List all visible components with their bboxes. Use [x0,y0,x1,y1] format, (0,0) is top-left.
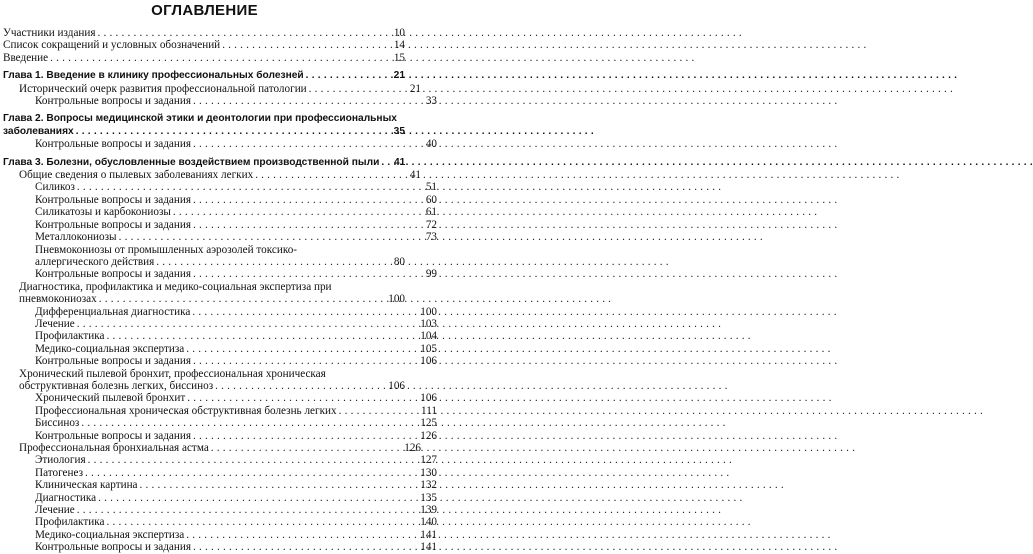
toc-entry-title: Контрольные вопросы и задания [35,218,191,231]
toc-chapter-entry[interactable] [3,157,405,169]
toc-entry-title-line: Хронический пылевой бронхит, профессиональная хроническая [19,367,326,380]
toc-page-number: 111 [421,404,437,417]
toc-entry[interactable] [3,454,437,466]
toc-entry[interactable] [3,343,437,355]
toc-entry[interactable] [3,479,437,491]
toc-entry-title: Контрольные вопросы и задания [35,268,191,281]
toc-entry-title: Профилактика [35,516,105,529]
toc-page-number: 100 [420,305,437,318]
toc-entry[interactable] [3,541,437,553]
dot-leader [81,417,418,429]
dot-leader [106,516,418,528]
toc-chapter-entry[interactable] [3,70,405,82]
toc-chapter-entry[interactable] [3,113,405,138]
toc-page-number: 130 [420,466,437,479]
toc-entry[interactable] [3,169,421,181]
toc-entry[interactable] [3,492,437,504]
toc-page-number: 35 [393,125,405,137]
toc-entry[interactable] [3,27,405,39]
toc-entry-title: обструктивная болезнь легких, биссиноз [19,379,214,392]
toc-entry-title: Контрольные вопросы и задания [35,355,191,368]
toc-page-number: 127 [420,454,437,467]
toc-page-number: 33 [425,95,437,108]
toc-page-number: 21 [409,82,421,95]
toc-entry-title: Дифференциальная диагностика [35,305,191,318]
toc-page-number: 132 [420,479,437,492]
dot-leader [193,194,419,206]
toc-entry[interactable] [3,181,437,193]
toc-page-number: 51 [425,181,437,194]
dot-leader [306,70,387,82]
toc-entry-title: Глава 3. Болезни, обусловленные воздействием производственной пыли [3,156,380,168]
dot-leader [140,479,419,491]
toc-entry[interactable] [3,467,437,479]
toc-page-number: 80 [393,255,405,268]
toc-entry-title: Диагностика [35,491,97,504]
dot-leader [255,169,403,181]
dot-leader [85,467,418,479]
dot-leader [193,430,418,442]
dot-leader [193,268,419,280]
dot-leader [215,380,386,392]
dot-leader [77,181,419,193]
dot-leader [309,83,403,95]
toc-entry-title: Участники издания [3,27,96,39]
dot-leader [98,492,418,504]
toc-entry-title: Силикатозы и карбокониозы [35,206,171,219]
toc-entry-title: Профессиональная хроническая обструктивная болезнь легких [35,404,337,417]
toc-entry-title: Контрольные вопросы и задания [35,138,191,151]
toc-entry[interactable] [3,529,437,541]
toc-entry-title: Профилактика [35,330,105,343]
toc-entry[interactable] [3,206,437,218]
toc-page-number: 141 [420,528,437,541]
dot-leader [193,541,418,553]
dot-leader [193,95,419,107]
dot-leader [99,293,387,305]
toc-entry-title: пневмокониозах [19,293,97,306]
toc-entry-title: Медико-социальная экспертиза [35,342,185,355]
toc-entry-title: Контрольные вопросы и задания [35,95,191,108]
toc-entry[interactable] [3,430,437,442]
dot-leader [193,219,419,231]
dot-leader [193,355,418,367]
dot-leader [173,206,419,218]
toc-page-number: 40 [425,138,437,151]
toc-entry-title: Металлокониозы [35,231,117,244]
toc-entry[interactable] [3,405,437,417]
toc-page-number: 14 [393,39,405,52]
toc-page-number: 73 [425,231,437,244]
toc-entry-title: Профессиональная бронхиальная астма [19,442,209,454]
toc-entry-title: Контрольные вопросы и задания [35,541,191,554]
dot-leader [76,126,387,138]
toc-entry-title: Хронический пылевой бронхит [35,392,186,405]
toc-page-number: 15 [393,51,405,64]
toc-page-number: 140 [420,516,437,529]
toc-page-number: 60 [425,193,437,206]
toc-page-number: 141 [420,541,437,554]
toc-page-number: 104 [420,330,437,343]
toc-entry[interactable] [3,306,437,318]
toc-entry-title-line: Пневмокониозы от промышленных аэрозолей токсико- [35,243,298,256]
toc-page-number: 126 [420,429,437,442]
toc-entry[interactable] [3,392,437,404]
dot-leader [77,318,418,330]
toc-page-number: 10 [393,27,405,39]
toc-page-number: 72 [425,218,437,231]
toc-entry-title: Контрольные вопросы и задания [35,429,191,442]
toc-entry-title: Этиология [35,454,86,467]
toc-entry-title: Патогенез [35,466,84,479]
dot-leader [119,231,419,243]
toc-page-number: 41 [394,156,406,168]
toc-entry-title: Силикоз [35,181,75,194]
toc-page-number: 100 [388,293,405,306]
toc-page-number: 61 [425,206,437,219]
dot-leader [88,454,419,466]
toc-entry-title: Биссиноз [35,417,80,430]
toc-page-number: 135 [420,491,437,504]
toc-entry-title: Глава 1. Введение в клинику профессиональных болезней [3,70,304,82]
toc-entry[interactable] [3,194,437,206]
toc-entry[interactable] [3,368,405,393]
dot-leader [381,157,387,169]
toc-entry-title-line: Диагностика, профилактика и медико-социальная экспертиза при [19,280,332,293]
toc-entry-title: аллергического действия [35,255,155,268]
toc-page-number: 125 [420,417,437,430]
toc-entry[interactable] [3,219,437,231]
dot-leader [339,405,419,417]
toc-entry[interactable] [3,95,437,107]
dot-leader [222,39,387,51]
page-title: ОГЛАВЛЕНИЕ [151,2,258,19]
toc-page-number: 21 [393,70,405,82]
dot-leader [211,442,402,454]
toc-entry-title: Лечение [35,317,75,330]
toc-page-number: 126 [404,442,421,454]
toc-page-number: 106 [420,355,437,368]
toc-entry-title: Исторический очерк развития профессиональной патологии [19,82,307,95]
toc-entry[interactable] [3,516,437,528]
dot-leader [192,306,418,318]
toc-entry-title: Клиническая картина [35,479,138,492]
table-of-contents [3,27,437,554]
toc-entry-title: Медико-социальная экспертиза [35,528,185,541]
dot-leader [50,52,387,64]
toc-entry[interactable] [3,355,437,367]
toc-entry[interactable] [3,268,437,280]
toc-entry-title: Контрольные вопросы и задания [35,193,191,206]
toc-entry-title-line: Глава 2. Вопросы медицинской этики и деонтологии при профессиональных [3,113,397,125]
toc-entry[interactable] [3,138,437,150]
toc-entry[interactable] [3,52,405,64]
toc-entry[interactable] [3,83,421,95]
toc-page-number: 103 [420,317,437,330]
toc-entry[interactable] [3,504,437,516]
toc-entry[interactable] [3,39,405,51]
dot-leader [98,27,387,39]
toc-entry-title: Список сокращений и условных обозначений [3,39,221,52]
dot-leader [186,343,418,355]
toc-entry-title: заболеваниях [3,125,74,137]
toc-page-number: 105 [420,342,437,355]
toc-entry[interactable] [3,417,437,429]
dot-leader [186,529,418,541]
toc-entry[interactable] [3,244,405,269]
dot-leader [193,138,419,150]
toc-entry[interactable] [3,442,421,454]
toc-entry[interactable] [3,231,437,243]
toc-entry[interactable] [3,330,437,342]
toc-entry[interactable] [3,318,437,330]
toc-page-number: 41 [409,169,421,182]
toc-page-number: 99 [425,268,437,281]
toc-entry[interactable] [3,281,405,306]
dot-leader [106,330,418,342]
dot-leader [156,256,387,268]
toc-entry-title: Общие сведения о пылевых заболеваниях легких [19,169,254,182]
toc-page-number: 106 [388,379,405,392]
toc-entry-title: Введение [3,51,49,64]
toc-page-number: 106 [420,392,437,405]
dot-leader [77,504,418,516]
toc-page [0,0,437,554]
dot-leader [187,392,418,404]
toc-page-number: 139 [420,504,437,517]
toc-entry-title: Лечение [35,504,75,517]
